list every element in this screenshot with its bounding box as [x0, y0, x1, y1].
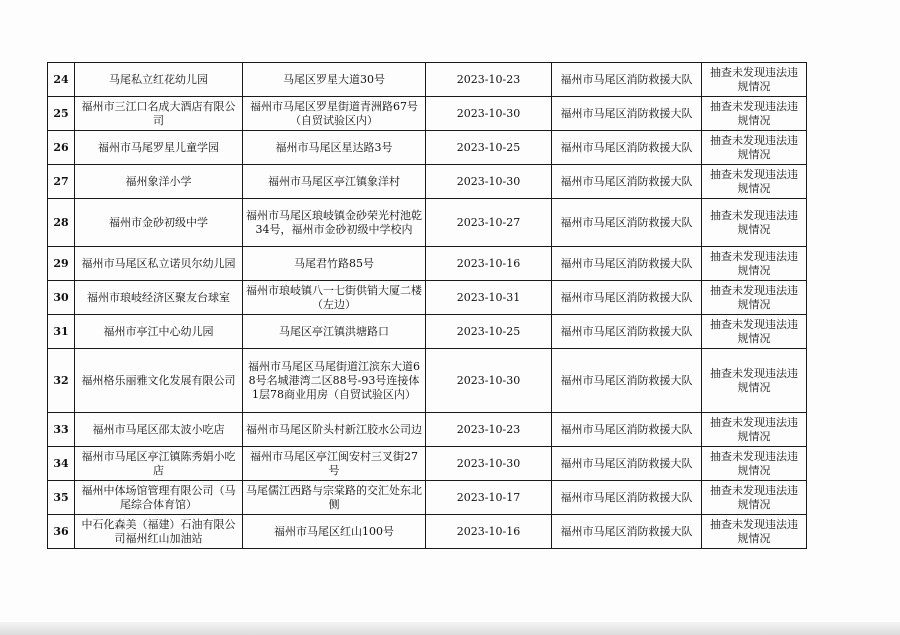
entity-name: 福州市琅岐经济区聚友台球室 — [75, 281, 243, 315]
inspection-unit: 福州市马尾区消防救援大队 — [552, 63, 702, 97]
row-number: 27 — [48, 165, 75, 199]
row-number: 25 — [48, 97, 75, 131]
row-number: 28 — [48, 199, 75, 247]
inspection-date: 2023-10-25 — [426, 315, 552, 349]
inspection-date: 2023-10-31 — [426, 281, 552, 315]
inspection-result: 抽查未发现违法违规情况 — [702, 165, 807, 199]
inspection-result: 抽查未发现违法违规情况 — [702, 131, 807, 165]
inspection-date: 2023-10-23 — [426, 413, 552, 447]
row-number: 34 — [48, 447, 75, 481]
inspection-unit: 福州市马尾区消防救援大队 — [552, 247, 702, 281]
inspection-unit: 福州市马尾区消防救援大队 — [552, 515, 702, 549]
inspection-records-table — [47, 62, 807, 549]
entity-address: 福州市马尾区琅岐镇金砂荣光村池乾34号，福州市金砂初级中学校内 — [243, 199, 426, 247]
entity-name: 福州市三江口名成大酒店有限公司 — [75, 97, 243, 131]
entity-address: 福州市马尾区阶头村新江胶水公司边 — [243, 413, 426, 447]
entity-name: 福州市马尾区邵太波小吃店 — [75, 413, 243, 447]
inspection-unit: 福州市马尾区消防救援大队 — [552, 97, 702, 131]
entity-address: 福州市马尾区红山100号 — [243, 515, 426, 549]
inspection-result: 抽查未发现违法违规情况 — [702, 97, 807, 131]
entity-name: 福州市马尾区私立诺贝尔幼儿园 — [75, 247, 243, 281]
table-row — [48, 281, 807, 315]
inspection-result: 抽查未发现违法违规情况 — [702, 481, 807, 515]
table-row — [48, 63, 807, 97]
inspection-result: 抽查未发现违法违规情况 — [702, 349, 807, 413]
table-row — [48, 413, 807, 447]
inspection-unit: 福州市马尾区消防救援大队 — [552, 447, 702, 481]
row-number: 31 — [48, 315, 75, 349]
inspection-result: 抽查未发现违法违规情况 — [702, 413, 807, 447]
entity-address: 福州市马尾区亭江镇象洋村 — [243, 165, 426, 199]
entity-address: 马尾区亭江镇洪塘路口 — [243, 315, 426, 349]
row-number: 35 — [48, 481, 75, 515]
inspection-result: 抽查未发现违法违规情况 — [702, 281, 807, 315]
row-number: 30 — [48, 281, 75, 315]
inspection-unit: 福州市马尾区消防救援大队 — [552, 131, 702, 165]
entity-name: 马尾私立红花幼儿园 — [75, 63, 243, 97]
inspection-date: 2023-10-16 — [426, 515, 552, 549]
inspection-result: 抽查未发现违法违规情况 — [702, 315, 807, 349]
table-row — [48, 165, 807, 199]
row-number: 26 — [48, 131, 75, 165]
table-row — [48, 447, 807, 481]
row-number: 32 — [48, 349, 75, 413]
entity-name: 福州格乐丽雅文化发展有限公司 — [75, 349, 243, 413]
inspection-unit: 福州市马尾区消防救援大队 — [552, 165, 702, 199]
inspection-date: 2023-10-17 — [426, 481, 552, 515]
inspection-result: 抽查未发现违法违规情况 — [702, 63, 807, 97]
table-row — [48, 131, 807, 165]
inspection-date: 2023-10-30 — [426, 97, 552, 131]
entity-address: 福州市马尾区罗星街道青洲路67号（自贸试验区内） — [243, 97, 426, 131]
inspection-date: 2023-10-27 — [426, 199, 552, 247]
inspection-date: 2023-10-30 — [426, 349, 552, 413]
inspection-unit: 福州市马尾区消防救援大队 — [552, 281, 702, 315]
entity-address: 马尾区罗星大道30号 — [243, 63, 426, 97]
table-row — [48, 515, 807, 549]
entity-address: 福州市马尾区马尾街道江滨东大道68号名城港湾二区88号-93号连接体1层78商业用房（自贸试验区内） — [243, 349, 426, 413]
inspection-result: 抽查未发现违法违规情况 — [702, 247, 807, 281]
entity-address: 马尾君竹路85号 — [243, 247, 426, 281]
table-row — [48, 481, 807, 515]
inspection-date: 2023-10-25 — [426, 131, 552, 165]
scan-bottom-edge — [0, 622, 900, 635]
table-row — [48, 247, 807, 281]
inspection-unit: 福州市马尾区消防救援大队 — [552, 315, 702, 349]
entity-address: 马尾儒江西路与宗棠路的交汇处东北侧 — [243, 481, 426, 515]
inspection-unit: 福州市马尾区消防救援大队 — [552, 349, 702, 413]
row-number: 24 — [48, 63, 75, 97]
inspection-result: 抽查未发现违法违规情况 — [702, 199, 807, 247]
row-number: 33 — [48, 413, 75, 447]
inspection-date: 2023-10-30 — [426, 165, 552, 199]
inspection-unit: 福州市马尾区消防救援大队 — [552, 413, 702, 447]
table-row — [48, 199, 807, 247]
inspection-unit: 福州市马尾区消防救援大队 — [552, 481, 702, 515]
row-number: 36 — [48, 515, 75, 549]
entity-name: 福州市马尾罗星儿童学园 — [75, 131, 243, 165]
inspection-date: 2023-10-30 — [426, 447, 552, 481]
inspection-result: 抽查未发现违法违规情况 — [702, 447, 807, 481]
entity-name: 福州市马尾区亭江镇陈秀娟小吃店 — [75, 447, 243, 481]
row-number: 29 — [48, 247, 75, 281]
table-row — [48, 349, 807, 413]
entity-address: 福州市马尾区星达路3号 — [243, 131, 426, 165]
entity-address: 福州市马尾区亭江闽安村三叉街27号 — [243, 447, 426, 481]
inspection-date: 2023-10-16 — [426, 247, 552, 281]
entity-name: 福州市亭江中心幼儿园 — [75, 315, 243, 349]
table-row — [48, 97, 807, 131]
entity-name: 中石化森美（福建）石油有限公司福州红山加油站 — [75, 515, 243, 549]
inspection-unit: 福州市马尾区消防救援大队 — [552, 199, 702, 247]
inspection-result: 抽查未发现违法违规情况 — [702, 515, 807, 549]
inspection-date: 2023-10-23 — [426, 63, 552, 97]
entity-address: 福州市琅岐镇八一七街供销大厦二楼（左边） — [243, 281, 426, 315]
table-row — [48, 315, 807, 349]
entity-name: 福州中体场馆管理有限公司（马尾综合体育馆） — [75, 481, 243, 515]
entity-name: 福州市金砂初级中学 — [75, 199, 243, 247]
entity-name: 福州象洋小学 — [75, 165, 243, 199]
